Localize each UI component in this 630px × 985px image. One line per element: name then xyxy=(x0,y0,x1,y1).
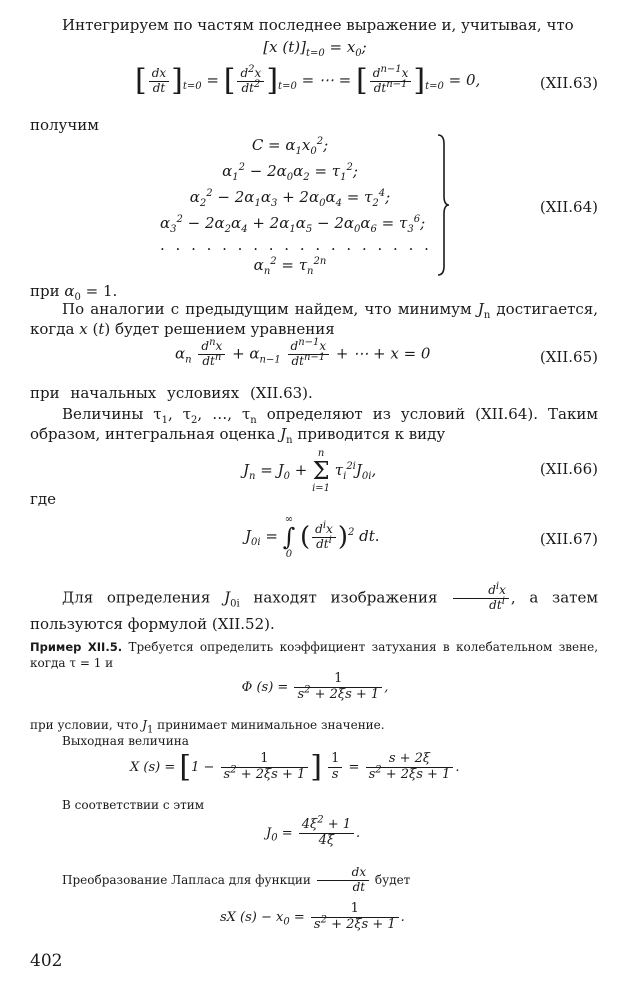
page-number: 402 xyxy=(30,951,63,971)
equation-j0: $J_0$ = $\frac{4\xi^2 + 1}{4\xi}$ . xyxy=(266,814,361,848)
equation-label: (XII.63) xyxy=(539,74,598,92)
condition-j1-text: при условии, что $J_1$ принимает минимальное значение. xyxy=(30,718,385,736)
paragraph-initial-conditions: при начальных условиях (XII.63). xyxy=(30,384,313,402)
equation-label: (XII.66) xyxy=(539,460,598,478)
intro-text: Интегрируем по частям последнее выражение и, учитывая, что xyxy=(62,16,574,34)
equation-phi: Φ (s) = $\frac{1}{s^2 + 2\xi s + 1}$ , xyxy=(241,671,389,702)
equation-label: (XII.64) xyxy=(539,198,598,216)
equation-xii-63: [ $\frac{dx}{dt}$ ]$_{t=0}$ = [ $\frac{d^2x}{dt^2}$ ]$_{t=0}$ = ⋯ = [ $\frac{d^{n-1}x}{dt^{n-1}}$ ]$_{t=0} = 0$, (XII.63) xyxy=(135,63,598,98)
pri-alpha-text: при $\alpha_0 = 1$. xyxy=(30,282,118,303)
example-label: Пример XII.5. xyxy=(30,640,123,654)
equation-sx-s: sX $(s) - x_0$ = $\frac{1}{s^2 + 2\xi s + 1}$ . xyxy=(220,901,405,932)
laplace-text: Преобразование Лапласа для функции $\frac{dx}{dt}$ будет xyxy=(62,865,411,894)
gde-text: где xyxy=(30,490,56,508)
accordingly-text: В соответствии с этим xyxy=(62,798,205,812)
paragraph-tau: Величины $\tau_1$, $\tau_2$, …, $\tau_n$ определяют из условий (XII.64). Таким образом, интегральная оценка $J_n$ приводится к виду xyxy=(30,405,598,446)
initial-condition-x0: [x $(t)]_{t=0} = x_0$; xyxy=(263,38,367,59)
equation-system-xii-64: $C = \alpha_1x_0^2$; $\alpha_1^2 - 2\alpha_0\alpha_2 = \tau_1^2$; $\alpha_2^2 - 2\alpha_1\alpha_3 + 2\alpha_0\alpha_4 = \tau_2^4$; $\alpha_3^2 - 2\alpha_2\alpha_4 + 2\alpha_1\alpha_5 - 2\alpha_0\alpha_6 = \tau_3^6$; . . . . . . . . . . . . . . . . . . $\alpha_n^2 = \tau_n^{2n}$ xyxy=(160,132,450,280)
equation-x-s: X (s) = [1 − $\frac{1}{s^2 + 2\xi s + 1}$ ] $\frac{1}{s}$ = $\frac{s + 2\xi}{s^2 + 2\xi s + 1}$ . xyxy=(130,749,460,785)
equation-label: (XII.67) xyxy=(539,530,598,548)
example-xii-5: Пример XII.5. Требуется определить коэффициент затухания в колебательном звене, когда τ = 1 и xyxy=(30,640,599,670)
paragraph-minimum: По аналогии с предыдущим найдем, что минимум $J_n$ достигается, когда x (t) будет решением уравнения xyxy=(30,300,598,338)
equation-xii-66: $J_n = J_0$ + n Σ i=1 $\tau_i^{2i}J_{0i}$, (XII.66) xyxy=(243,448,598,494)
equation-xii-65: $\alpha_n$ $\frac{d^nx}{dt^n}$ + $\alpha_{n-1}$ $\frac{d^{n-1}x}{dt^{n-1}}$ + ⋯ + x = 0 (XII.65) xyxy=(175,337,598,368)
equation-xii-67: $J_{0i}$ = ∞ ∫ 0 ( $\frac{d^ix}{dt^i}$ )$^2$ dt. (XII.67) xyxy=(245,514,598,560)
equation-label: (XII.65) xyxy=(539,348,598,366)
paragraph-j0i: Для определения $J_{0i}$ находят изображения $\frac{d^ix}{dt^i}$ , а затем пользуются формулой (XII.52). xyxy=(30,581,598,633)
output-label-text: Выходная величина xyxy=(62,734,189,748)
poluchim-text: получим xyxy=(30,116,99,134)
right-brace xyxy=(436,134,450,276)
